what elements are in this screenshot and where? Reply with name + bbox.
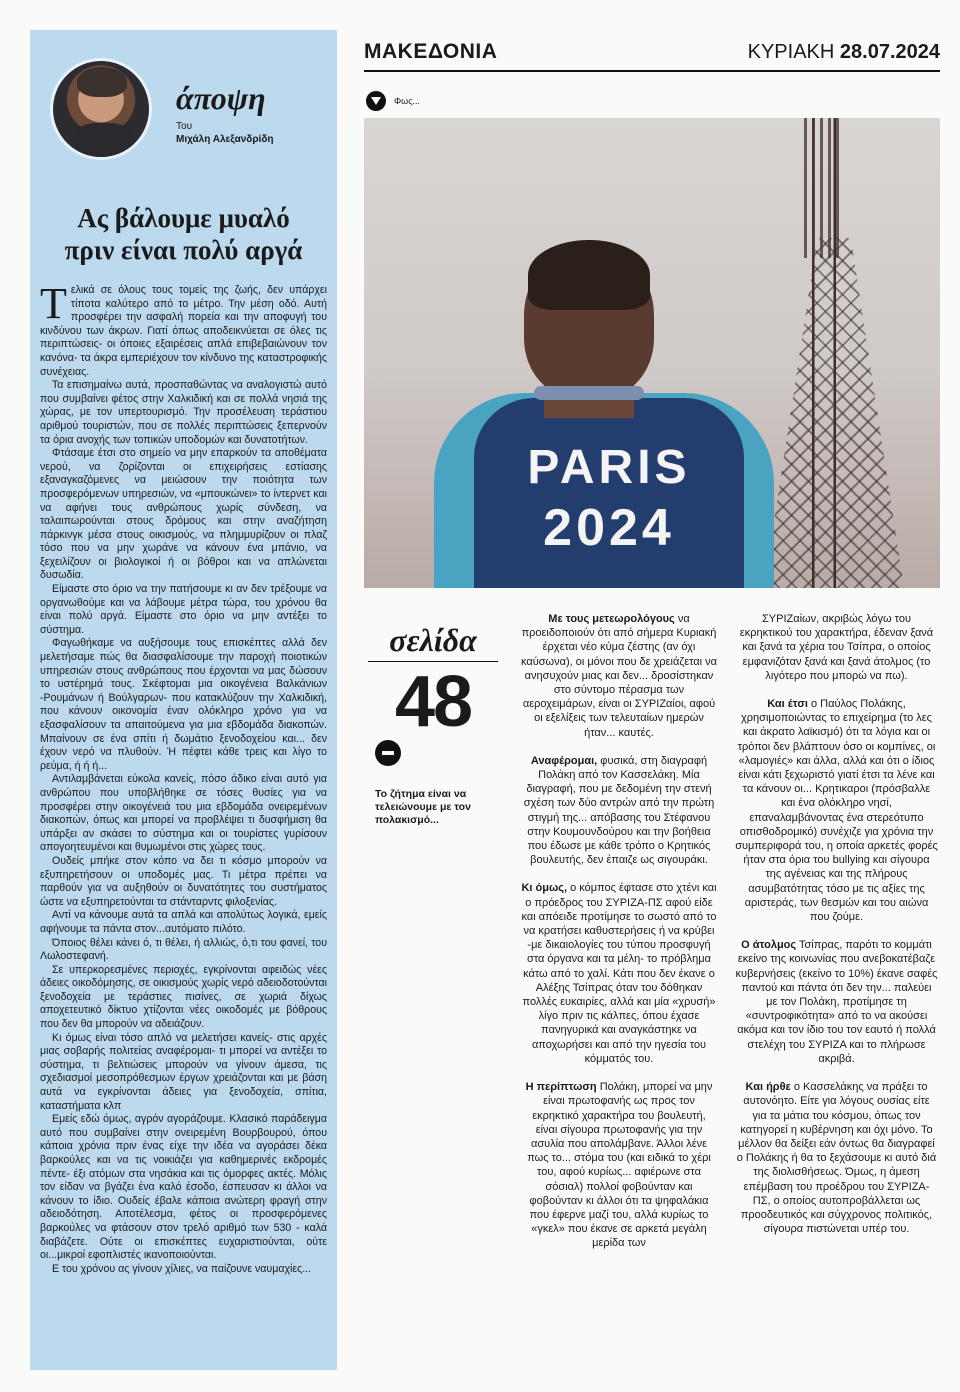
- lead-in: Αναφέρομαι,: [530, 754, 598, 767]
- opinion-paragraph: Σε υπερκορεσμένες περιοχές, εγκρίνονται αφειδώς νέες άδειες οικοδόμησης, σε οικισμούς χωρίς νερό αδειοδοτούνται ξενοδοχεία με τεράστιες πισίνες, σε χωριά δίχως αποχετευτικό δίκτυο χτίζονται νέες οικοδομές με βόθρους που δεν θα μπορούν να αδειάζουν.: [40, 963, 327, 1031]
- column-paragraph: [520, 881, 718, 1066]
- lead-in: Με τους μετεωρολόγους: [548, 613, 675, 625]
- dropcap: Τ: [40, 279, 67, 328]
- paragraph-text: ο κόμπος έφτασε στο χτένι και ο πρόεδρος του ΣΥΡΙΖΑ-ΠΣ αφού είδε και απόειδε προτίμησε το σωστό από το να κρατήσει καθυστερήσεις ή να κρύβει -με δικαιολογίες του τύπου προσφυγή στα όργανα και τα μέλη- το πρόβλημα κάτω από το χαλί. Κάτι που δεν έκανε ο Αλέξης Τσίπρας όταν του δόθηκαν πολλές ευκαιρίες, αλλά και μία «χρυσή» λίγο πριν τις κάλπες, όπου έχασε πανηγυρικά και αναγκάστηκε να αποχωρήσει και από την ηγεσία του κόμματός του.: [521, 882, 717, 1065]
- paragraph-text: ο Παύλος Πολάκης, χρησιμοποιώντας το επιχείρημα (το λες και άκρατο λαϊκισμό) ότι τα λόγια και οι τρόποι δεν βλάπτουν όσο οι κομπίνες, οι «λαμογιές» και άλλα, αλλά και ότι ο ίδιος είναι κάτι ξεχωριστό γιατί έτσι τα λένε και τα κάνουν οι... Κρητικαροι (πρόσβαλλε και ένα ολόκληρο νησί, επαναλαμβάνοντας ένα στερεότυπο οπισθοδρομικό) συνέχιζε για χρόνια την συμπεριφορά του, η οποία αρκετές φορές ήταν στα όρια του bullying και σίγουρα της αγένειας και της πλήρους ασυμβατότητας τόσο με τις αξίες της αριστεράς, των θεσμών και του αιώνα που ζούμε.: [735, 698, 938, 924]
- paragraph-text: να προειδοποιούν ότι από σήμερα Κυριακή έρχεται νέο κύμα ζέστης (αν όχι καύσωνα), οι μόνοι που δε χρειάζεται να ανησυχούν μιας και δεν... δροσίστηκαν στο σύντομο πέρασμα των αεροχειμάρων, είναι οι ΣΥΡΙΖαίοι, αφού οι εξελίξεις των τελευταίων ημερών ήταν... καυτές.: [520, 613, 718, 739]
- headline-line-2: πριν είναι πολύ αργά: [64, 235, 303, 265]
- opinion-paragraph: Όποιος θέλει κάνει ό, τι θέλει, ή αλλιώς, ό,τι του φανεί, του Λωλοστεφανή.: [40, 936, 327, 963]
- teaser: Το ζήτημα είναι να τελειώνουμε με τον πολακισμό...: [375, 788, 471, 826]
- column-paragraph: [520, 1080, 718, 1250]
- author-header: [40, 30, 327, 170]
- eiffel-tower-top: [804, 118, 844, 258]
- paragraph-text: ΣΥΡΙΖαίων, ακριβώς λόγω του εκρηκτικού του χαρακτήρα, έδεναν ξανά και ξανά τα χέρια του Τσίπρα, ο οποίος εμφανιζόταν ξανά και ξανά άτολμος (το λιγότερο που μπορώ να πω).: [739, 613, 934, 682]
- column-paragraph: [735, 612, 938, 683]
- lead-in: Και ήρθε: [745, 1081, 791, 1094]
- issue-day: ΚΥΡΙΑΚΗ: [747, 41, 835, 63]
- lanyard: [534, 386, 644, 400]
- page-number: 48: [394, 662, 472, 742]
- column-2: [520, 612, 718, 1265]
- shirt-text-year: 2024: [543, 499, 675, 557]
- lead-in: Και έτσι: [767, 698, 808, 711]
- opinion-paragraph: Φαγωθήκαμε να αυξήσουμε τους επισκέπτες αλλά δεν μελετήσαμε πώς θα διασφαλίσουμε την παροχή ποιοτικών υπηρεσιών στους ανθρώπους που έρχονται να μας δώσουν το υστέρημά τους. Σκέφτομαι μια οικογένεια Βαλκάνιων -Ρουμάνων ή Βούλγαρων- που κατακλύζουν την Χαλκιδική, που κάνουν οικονομία έναν ολόκληρο χρόνο για να εξασφαλίσουν τα απαιτούμενα για μια εβδομάδα διακοπών. Μπαίνουν σε ένα σπίτι ή δωμάτιο ξενοδοχείου και... δεν έχουν νερό να πλυθούν. Ή πέφτει κάθε τρεις και λίγο το ρεύμα, ή ή ή...: [40, 637, 327, 772]
- opinion-paragraph: Κι όμως είναι τόσο απλό να μελετήσει κανείς- στις αρχές μιας σοβαρής πολιτείας αναφέρομαι- τι μπορεί να αντέξει το σύστημα, τι βελτιώσεις μπορούν να γίνουν άμεσα, τις σχεδιασμοί μεσοπρόθεσμων έργων χρειάζονται και με βάση αυτά να εγκρίνονται άδειες για ξενοδοχεία, σπίτια, καταστήματα κλπ: [40, 1031, 327, 1112]
- opinion-column: [30, 30, 337, 1370]
- newspaper-name: ΜΑΚΕΔΟΝΙΑ: [364, 40, 498, 63]
- opinion-paragraph: Τα επισημαίνω αυτά, προσπαθώντας να αναλογιστώ αυτό που συμβαίνει φέτος στην Χαλκιδική και σε πολλά νησιά της χώρας, με τον υπερτουρισμό. Την προσέλευση τεράστιου αριθμού τουριστών, που σε πολλές περιπτώσεις ξεπερνούν τα όρια ανοχής των τοπικών υποδομών και δυνατοτήτων.: [40, 379, 327, 446]
- paragraph-text: φυσικά, στη διαγραφή Πολάκη από τον Κασσελάκη. Μία διαγραφή, που με δεδομένη την στενή σχέση των δύο αντρών από την πρώτη στιγμή της... απόβασης του Στέφανου στην Κουμουνδούρου και την βοήθεια που έδωσε με κάθε τρόπο ο Κρητικός βουλευτής, δεν έπαιζε ως σιγουράκι.: [523, 754, 715, 867]
- paragraph-text: Πολάκη, μπορεί να μην είναι πρωτοφανής ως προς τον εκρηκτικό χαρακτήρα του βουλευτή, είναι σίγουρα πρωτοφανής για την ασυλία που απολάμβανε. Άλλοι λένε πως το... στόμα του (και ειδικά το χέρι του, αφού κυρίως... αφιέρωνε στα σόσιαλ) πολλοί φοβούνταν και φοβούνταν κι άλλοι ότι τα ψηφαλάκια που έφερνε μαζί του, αλλά κυρίως το «γκελ» που έκανε σε αρκετά μεγάλη μερίδα των: [527, 1081, 713, 1250]
- masthead: [364, 36, 940, 72]
- author-photo: [50, 58, 152, 160]
- caption-text: Φως...: [394, 96, 421, 106]
- byline: [176, 120, 274, 146]
- opinion-paragraph: Εμείς εδώ όμως, αγρόν αγοράζουμε. Κλασικό παράδειγμα αυτό που συμβαίνει στην ονειρεμένη Βουρβουρού, όπου κάποια χρόνια πριν ένας είχε την ιδέα να αγοράσει δέκα βαρκούλες και να τις νοικιάζει για καθημερινές εκδρομές πέντε- έξι ατόμων στα νησάκια και τις όμορφες ακτές. Μόλις τον είδαν να βγάζει ένα καλό έσοδο, έσπευσαν κι άλλοι να κάνουν το ίδιο. Ουδείς έβαλε κάποια ανώτερη φραγή στην αδειοδότηση. Αποτέλεσμα, φέτος οι προσφερόμενες βαρκούλες να φτάσουν στον τρελό αριθμό των 530 - καλά διαβάζετε. Ούτε οι επισκέπτες ευχαριστιούνται, ούτε οι...μικροί εφοπλιστές ικανοποιούνται.: [40, 1113, 327, 1262]
- column-paragraph: [735, 938, 938, 1066]
- page-label: σελίδα: [368, 622, 498, 662]
- lead-in: Ο άτολμος: [741, 939, 797, 952]
- opinion-paragraph: Ουδείς μπήκε στον κόπο να δει τι κόσμο μπορούν να εξυπηρετήσουν οι υποδομές μας. Τι μέτρα πρέπει να παρθούν για να αυξηθούν οι δυνατότητες του συστήματος ώστε να εξυπηρετούνται τα στάνταρντς φιλοξενίας.: [40, 854, 327, 908]
- opinion-paragraph: Είμαστε στο όριο να την πατήσουμε κι αν δεν τρέξουμε να οργανωθούμε και να λάβουμε μέτρα τώρα, του χρόνου θα είναι πολύ αργά. Είμαστε στο όριο να μην αντέξει το σύστημα.: [40, 583, 327, 636]
- paragraph-text: ελικά σε όλους τους τομείς της ζωής, δεν υπάρχει τίποτα καλύτερο από το μέτρο. Την μέση οδό. Αυτή προσφέρει την ασφαλή πορεία και την αποφυγή του κινδύνου των άκρων. Γιατί όπως αποδεικνύεται σε όλες τις περιπτώσεις- οι όποιες εξαιρέσεις απλά επιβεβαιώνουν τον κανόνα- τα άκρα εμπεριέχουν τον κίνδυνο της καταστροφικής συνέχειας.: [40, 284, 327, 378]
- author-name: Μιχάλη Αλεξανδρίδη: [176, 134, 274, 145]
- opinion-headline: [40, 202, 327, 266]
- minus-icon: [375, 740, 401, 766]
- main-photo: [364, 118, 940, 588]
- hair: [528, 240, 650, 310]
- headline-line-1: Ας βάλουμε μυαλό: [77, 203, 290, 233]
- opinion-paragraph: Ε του χρόνου ας γίνουν χίλιες, να παίζουνε ναυμαχίες...: [52, 1262, 312, 1275]
- byline-prefix: Του: [176, 121, 193, 132]
- opinion-paragraph: Αντιλαμβάνεται εύκολα κανείς, πόσο άδικο είναι αυτό για ανθρώπου που υποβλήθηκε σε τόσες θυσίες για να προσφέρει στην οικογένειά του μια εβδομάδα ονειρεμένων διακοπών, όπως και μπορεί να προβλέψει τι δυσφήμιση θα υπάρξει αν σκάσει το σύστημα και οι τουρίστες γυρίσουν απογοητευμένοι και θυμωμένοι στις χώρες τους.: [40, 773, 327, 854]
- issue-date-value: 28.07.2024: [839, 41, 940, 63]
- column-3: [735, 612, 938, 1250]
- opinion-paragraph: Φτάσαμε έτσι στο σημείο να μην επαρκούν τα αποθέματα νερού, να ζορίζονται οι επιχειρήσεις εστίασης εξαναγκαζόμενες να μειώσουν την ποιότητα των προσφερόμενων υπηρεσιών, να «μπουκώνει» το ίντερνετ και να αφήνει τους ανθρώπους χωρίς σύνδεση, να ταλαιπωρούνται στους δρόμους και στην αναζήτηση πάρκινγκ μέσα στους οικισμούς, να πλημμυρίζουν οι πλαζ τόσο που να μην χωράνε να κάνουν ένα μπάνιο, να ξεχειλίζουν οι βιολογικοί ή οι βόθροι και να απλώνεται δυσωδία.: [40, 447, 327, 582]
- lead-in: Η περίπτωση: [525, 1081, 597, 1094]
- section-label: άποψη: [176, 80, 266, 116]
- photo-caption: [366, 91, 420, 111]
- issue-date: [748, 41, 940, 64]
- down-triangle-icon: [366, 91, 386, 111]
- shirt-text-paris: PARIS: [527, 441, 691, 494]
- opinion-paragraph: [40, 279, 327, 379]
- column-paragraph: [735, 697, 938, 924]
- column-paragraph: [735, 1080, 938, 1236]
- paragraph-text: ο Κασσελάκης να πράξει το αυτονόητο. Είτε για λόγους ουσίας είτε για τα μάτια του κόσμου, όπως τον κατηγορεί η κυβέρνηση και όχι μόνο. Το μέλλον θα δείξει εάν όντως θα διαγραφεί ο Πολάκης ή θα το ξεχάσουμε κι αυτό διά της διολισθήσεως. Όμως, η άμεση επέμβαση του προέδρου του ΣΥΡΙΖΑ-ΠΣ, ο οποίος αυτοπροβάλλεται ως προοδευτικός και σύγχρονος πολιτικός, σίγουρα πιστώνεται υπέρ του.: [736, 1081, 937, 1236]
- opinion-paragraph: Αντί να κάνουμε αυτά τα απλά και απολύτως λογικά, εμείς αφήνουμε τα πάντα στον...αυτόματο πιλότο.: [40, 909, 327, 935]
- opinion-body: [40, 279, 327, 1276]
- lead-in: Κι όμως,: [521, 882, 568, 895]
- page-box: [368, 622, 498, 742]
- paragraph-text: Τσίπρας, παρότι το κομμάτι εκείνο της κοινωνίας που ανεβοκατέβαζε κυβερνήσεις (εκείνο το 10%) έκανε σαφές παντού και πάντα ότι δεν την... παλεύει με τον Πολάκη, προτίμησε τη «συντροφικότητα» από το να ακούσει ακόμα και τον ίδιο του τον εαυτό ή πολλά στελέχη του ΣΥΡΙΖΑ και το πλήρωσε ακριβά.: [735, 939, 938, 1065]
- column-paragraph: [520, 754, 718, 868]
- column-paragraph: [520, 612, 718, 740]
